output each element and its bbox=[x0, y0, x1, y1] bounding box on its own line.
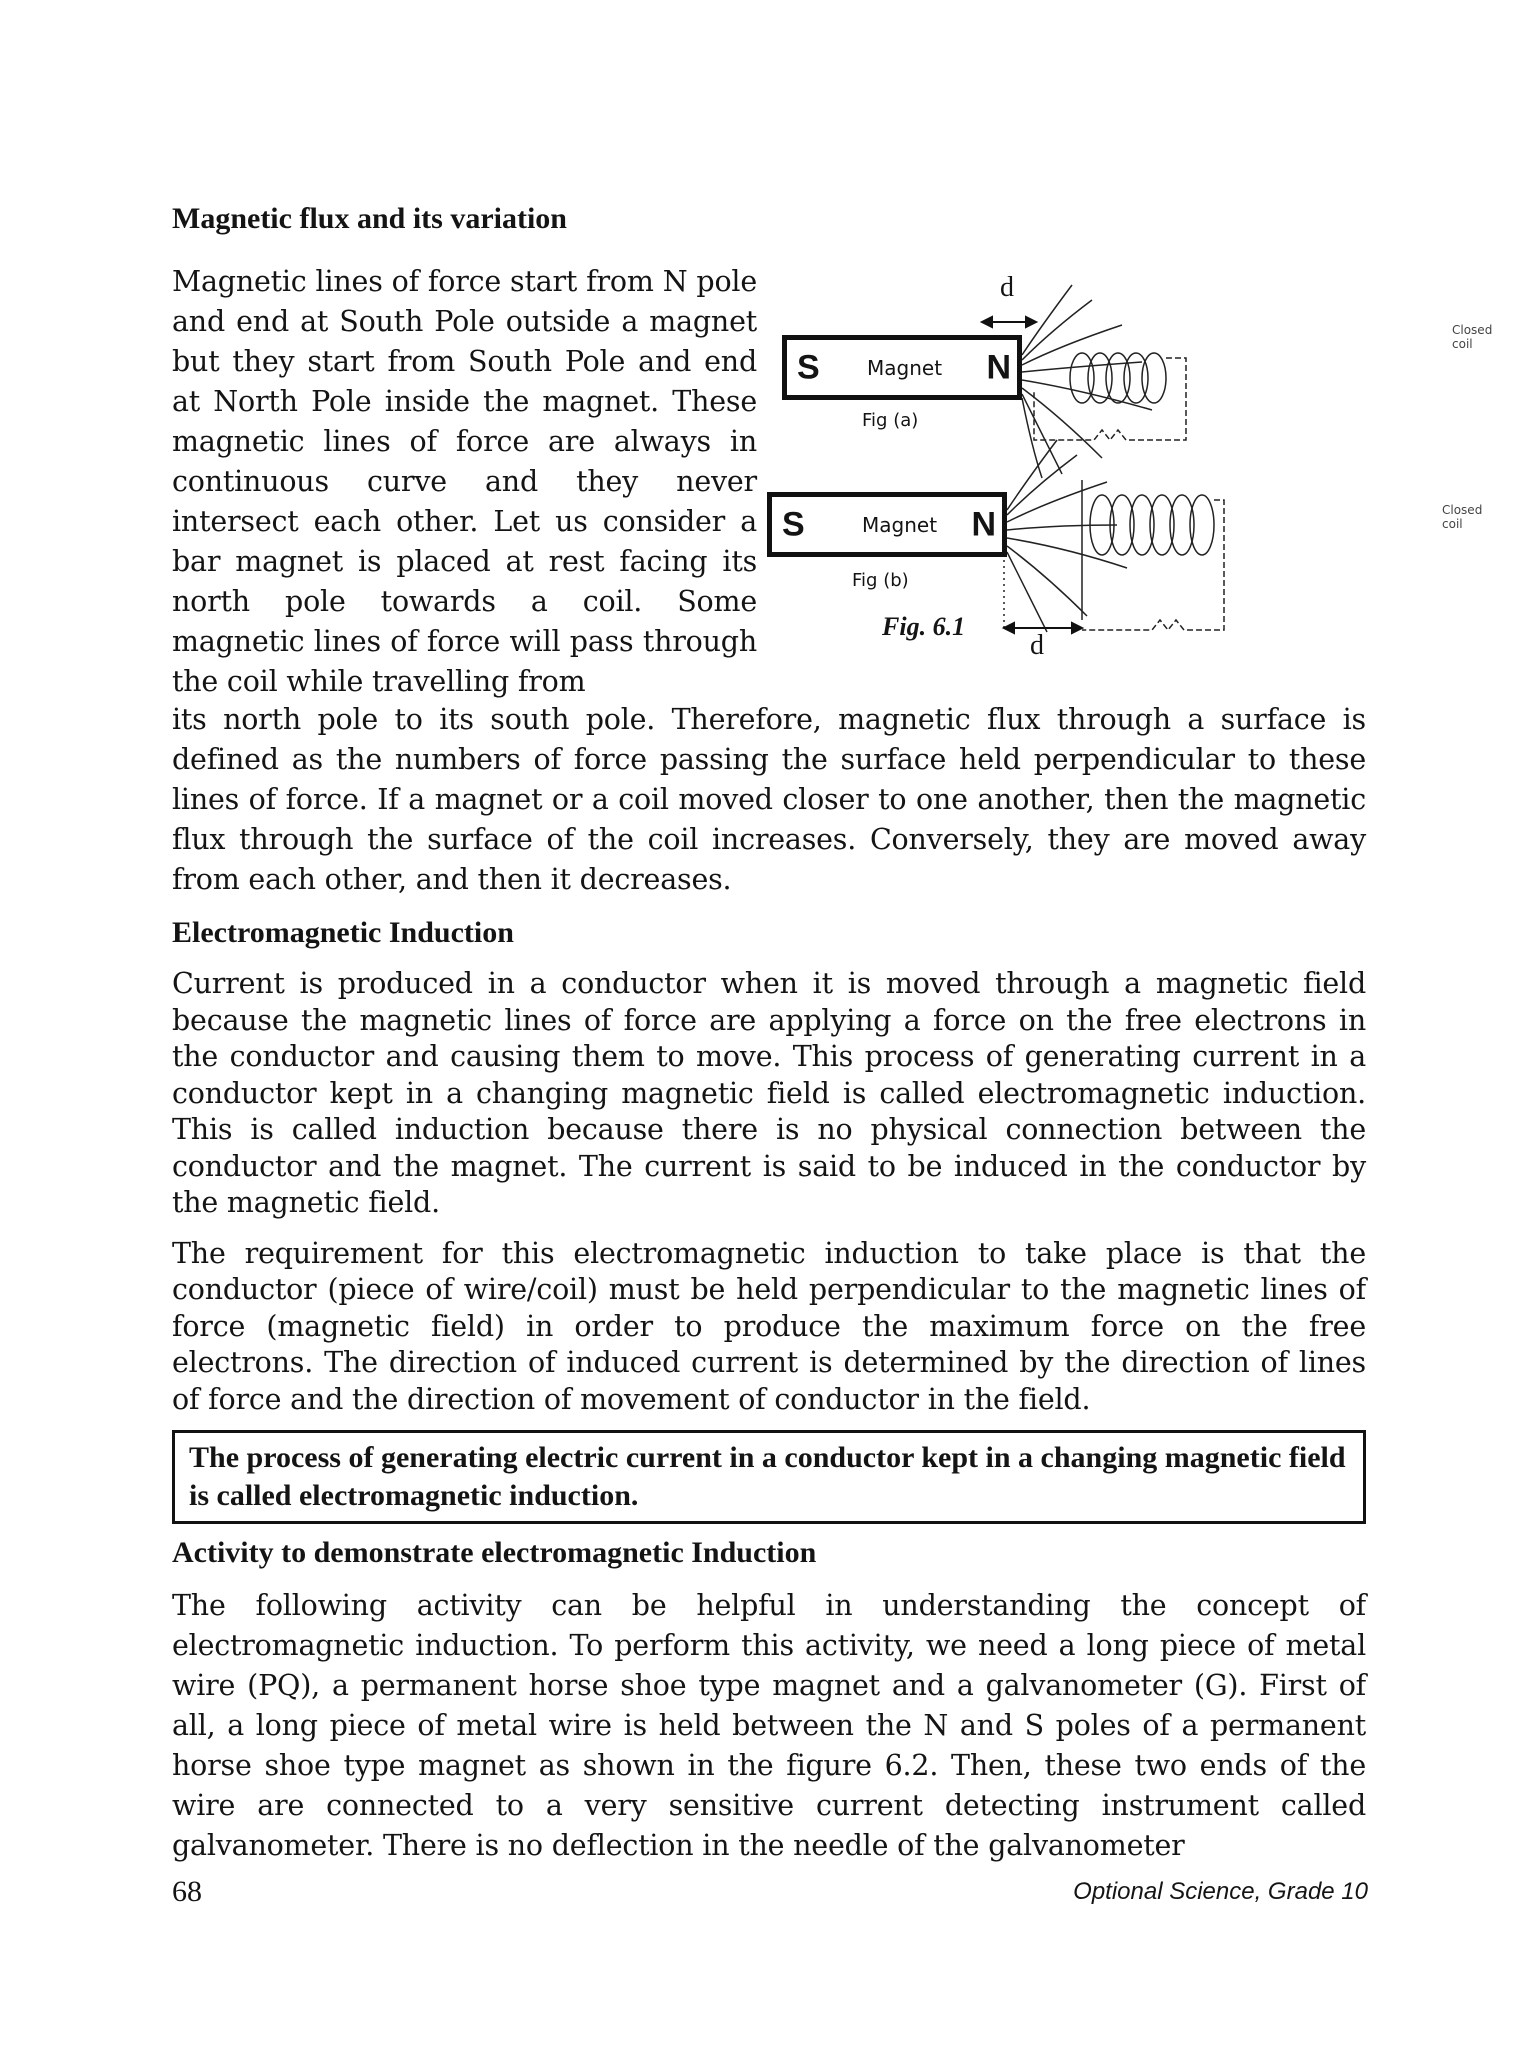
south-pole-a: S bbox=[797, 348, 820, 386]
main-text bbox=[172, 700, 1366, 1866]
figure-6-1 bbox=[782, 260, 1502, 680]
section-heading-activity: Activity to demonstrate electromagnetic Induction bbox=[172, 1536, 817, 1569]
closed-coil-label-b: Closed coil bbox=[1442, 503, 1483, 531]
intro-paragraph: Magnetic lines of force start from N pole and end at South Pole outside a magnet but they start from South Pole and end at North Pole inside the magnet. These magnetic lines of force are always in continuous curve and they never intersect each other. Let us consider a bar magnet is placed at rest facing its north pole towards a coil. Some magnetic lines of force will pass through the coil while travelling from bbox=[172, 265, 757, 698]
bar-magnet-a bbox=[782, 335, 1022, 400]
fig-a-label: Fig (a) bbox=[862, 410, 919, 431]
bar-magnet-b bbox=[767, 492, 1007, 557]
activity-paragraph: The following activity can be helpful in understanding the concept of electromagnetic induction. To perform this activity, we need a long piece of metal wire (PQ), a permanent horse shoe type magnet and a galvanometer (G). First of all, a long piece of metal wire is held between the N and S poles of a permanent horse shoe type magnet as shown in the figure 6.2. Then, these two ends of the wire are connected to a very sensitive current detecting instrument called galvanometer. There is no deflection in the needle of the galvanometer bbox=[172, 1589, 1366, 1862]
flux-paragraph-continued: its north pole to its south pole. Therefore, magnetic flux through a surface is defined as the numbers of force passing the surface held perpendicular to these lines of force. If a magnet or a coil moved closer to one another, then the magnetic flux through the surface of the coil increases. Conversely, they are moved away from each other, and then it decreases. bbox=[172, 703, 1366, 896]
definition-box bbox=[172, 1430, 1366, 1524]
closed-coil-label-a: Closed coil bbox=[1452, 323, 1493, 351]
south-pole-b: S bbox=[782, 505, 805, 543]
book-title: Optional Science, Grade 10 bbox=[1073, 1878, 1368, 1905]
induction-paragraph-1: Current is produced in a conductor when it is moved through a magnetic field because the magnetic lines of force are applying a force on the free electrons in the conductor and causing them to move. This process of generating current in a conductor kept in a changing magnetic field is called electromagnetic induction. This is called induction because there is no physical connection between the conductor and the magnet. The current is said to be induced in the conductor by the magnetic field. bbox=[172, 967, 1366, 1219]
definition-text: The process of generating electric current in a conductor kept in a changing magnetic field is called electromagnetic induction. bbox=[189, 1441, 1346, 1512]
north-pole-b: N bbox=[971, 505, 996, 543]
section-heading-magnetic-flux: Magnetic flux and its variation bbox=[172, 202, 567, 235]
figure-caption: Fig. 6.1 bbox=[882, 612, 966, 641]
north-pole-a: N bbox=[986, 348, 1011, 386]
magnet-label-b: Magnet bbox=[862, 512, 938, 537]
section-heading-electromagnetic-induction: Electromagnetic Induction bbox=[172, 916, 514, 949]
distance-label-a: d bbox=[1000, 272, 1014, 303]
page-number: 68 bbox=[172, 1875, 202, 1908]
fig-b-label: Fig (b) bbox=[852, 570, 909, 591]
page-content bbox=[172, 200, 1493, 1862]
magnet-label-a: Magnet bbox=[867, 355, 943, 380]
distance-label-b: d bbox=[1030, 630, 1044, 661]
induction-paragraph-2: The requirement for this electromagnetic induction to take place is that the conductor (piece of wire/coil) must be held perpendicular to the magnetic lines of force (magnetic field) in order to produce the maximum force on the free electrons. The direction of induced current is determined by the direction of lines of force and the direction of movement of conductor in the field. bbox=[172, 1236, 1366, 1416]
